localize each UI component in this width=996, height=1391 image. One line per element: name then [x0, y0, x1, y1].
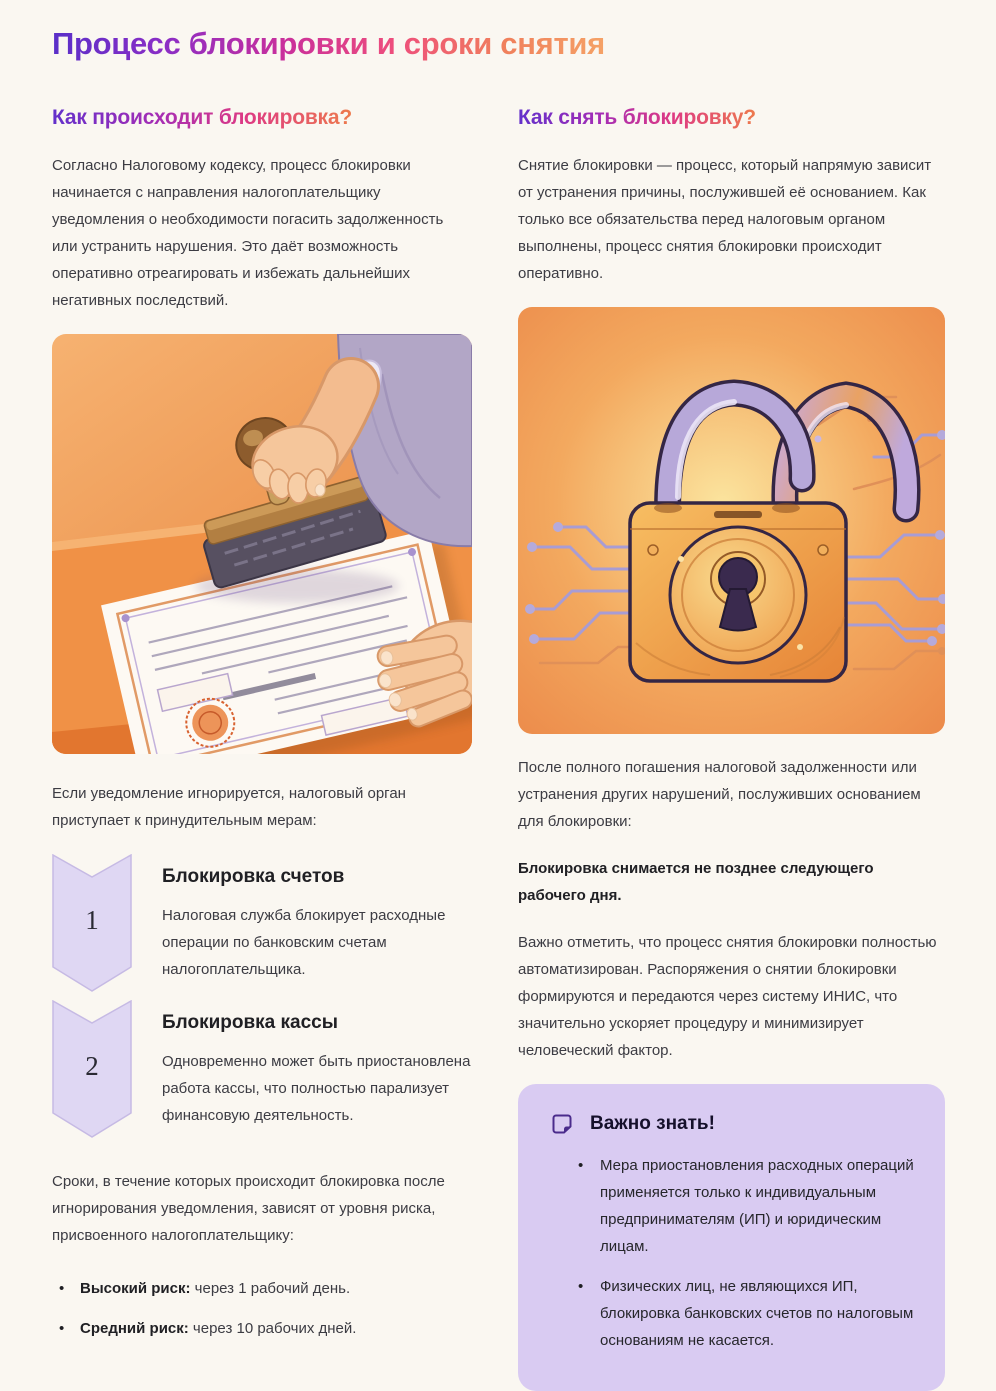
step-2-chevron-marker [52, 1000, 132, 1138]
callout-item-2: • Физических лиц, не являющихся ИП, блокировка банковских счетов по налоговым основаниям не касается. [574, 1273, 915, 1354]
blocking-steps [52, 854, 472, 1138]
risk-item-high-label: Высокий риск: [80, 1280, 191, 1297]
step-1-chevron-marker [52, 854, 132, 992]
step-2 [52, 1000, 472, 1138]
step-2-text: Одновременно может быть приостановлена работа кассы, что полностью парализует финансовую деятельность. [162, 1048, 472, 1129]
callout-item-1: • Мера приостановления расходных операций применяется только к индивидуальным предпринимателям (ИП) и юридическим лицам. [574, 1152, 915, 1260]
left-after-image-paragraph: Если уведомление игнорируется, налоговый орган приступает к принудительным мерам: [52, 780, 472, 834]
deadline-statement: Блокировка снимается не позднее следующего рабочего дня. [518, 855, 945, 909]
left-intro-paragraph: Согласно Налоговому кодексу, процесс блокировки начинается с направления налогоплательщику уведомления о необходимости погасить задолженность или устранить нарушения. Это даёт возможность оперативно отреагировать и избежать дальнейших негативных последствий. [52, 152, 472, 314]
risk-item-medium-text: через 10 рабочих дней. [189, 1320, 357, 1337]
callout-header [550, 1112, 915, 1136]
step-1-title: Блокировка счетов [162, 866, 472, 888]
step-1 [52, 854, 472, 992]
risk-item-medium [52, 1315, 472, 1342]
two-column-layout [52, 106, 945, 1391]
step-1-number: 1 [52, 854, 132, 992]
unlocked-padlock-illustration [518, 307, 945, 734]
important-note-callout [518, 1084, 945, 1391]
risk-list [52, 1275, 472, 1342]
right-heading: Как снять блокировку? [518, 106, 756, 130]
left-column [52, 106, 472, 1391]
padlock-image [518, 307, 945, 734]
right-intro-paragraph: Снятие блокировки — процесс, который напрямую зависит от устранения причины, послужившей её основанием. Как только все обязательства перед налоговым органом выполнены, процесс снятия блокировки происходит оперативно. [518, 152, 945, 287]
right-column [518, 106, 945, 1391]
risk-item-high [52, 1275, 472, 1302]
step-2-number: 2 [52, 1000, 132, 1138]
note-icon [550, 1112, 574, 1136]
step-2-title: Блокировка кассы [162, 1012, 472, 1034]
callout-title: Важно знать! [590, 1113, 715, 1135]
step-2-body [162, 1000, 472, 1138]
risk-item-medium-label: Средний риск: [80, 1320, 189, 1337]
stamping-document-image [52, 334, 472, 754]
stamping-document-illustration [52, 334, 472, 754]
right-after-image-paragraph: После полного погашения налоговой задолженности или устранения других нарушений, послуживших основанием для блокировки: [518, 754, 945, 835]
callout-list [548, 1152, 915, 1354]
automation-paragraph: Важно отметить, что процесс снятия блокировки полностью автоматизирован. Распоряжения о снятии блокировки формируются и передаются через систему ИНИС, что значительно ускоряет процедуру и минимизирует человеческий фактор. [518, 929, 945, 1064]
risk-item-high-text: через 1 рабочий день. [191, 1280, 351, 1297]
step-1-text: Налоговая служба блокирует расходные операции по банковским счетам налогоплательщика. [162, 902, 472, 983]
page-title: Процесс блокировки и сроки снятия [52, 26, 605, 62]
left-heading: Как происходит блокировка? [52, 106, 352, 130]
step-1-body [162, 854, 472, 992]
risk-intro-paragraph: Сроки, в течение которых происходит блокировка после игнорирования уведомления, зависят от уровня риска, присвоенного налогоплательщику: [52, 1168, 472, 1249]
